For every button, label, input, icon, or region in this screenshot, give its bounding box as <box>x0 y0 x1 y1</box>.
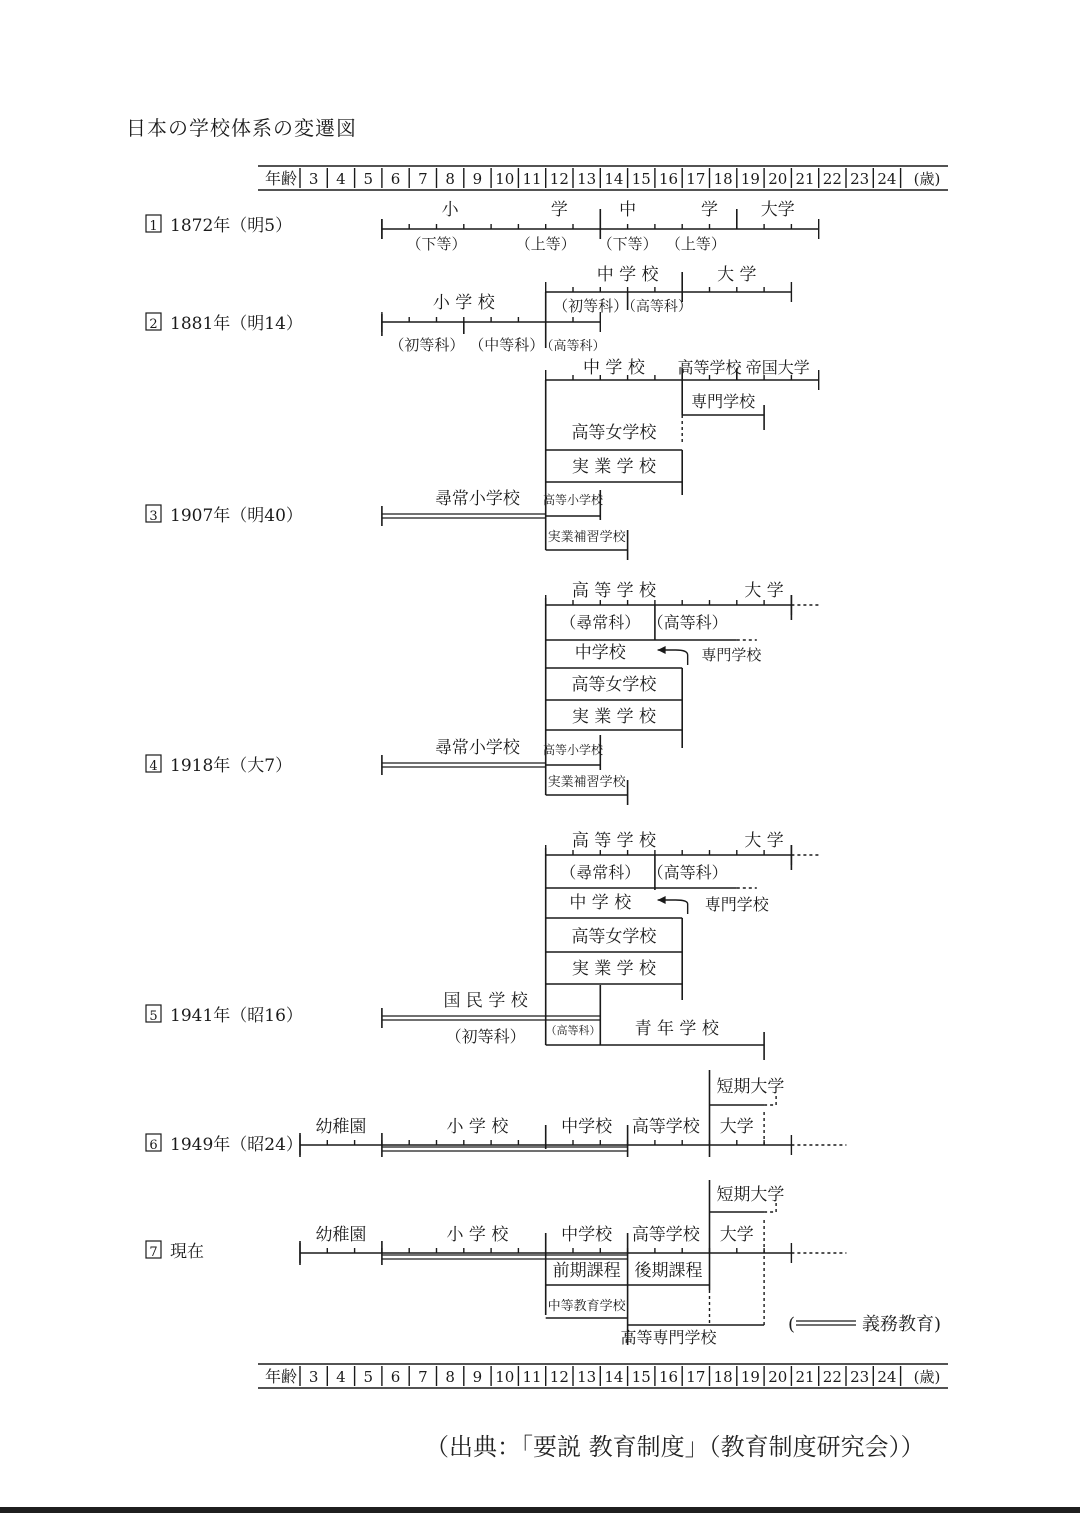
row-label-1918 <box>146 755 292 776</box>
row-year: 現在 <box>170 1242 204 1262</box>
school-label: 尋常小学校 <box>434 738 520 758</box>
school-label: 幼稚園 <box>315 1225 367 1245</box>
legend-paren: ( <box>788 1314 796 1335</box>
age-scale-top-label: 年齢 <box>264 169 298 188</box>
row-1881 <box>382 265 792 354</box>
row-year: 1918年（大7） <box>170 756 293 776</box>
row-number: 1 <box>149 219 158 234</box>
age-scale-top-age: 21 <box>795 170 815 188</box>
school-label: 尋常小学校 <box>434 489 520 509</box>
row-1872-segment: （上等） <box>665 235 726 253</box>
age-scale-top-age: 3 <box>308 170 319 188</box>
row-1918-arrow-head <box>658 646 666 654</box>
school-label: （尋常科） <box>560 613 641 632</box>
legend-text: 義務教育) <box>862 1314 942 1335</box>
row-label-1949 <box>146 1134 303 1155</box>
school-label: （高等科） <box>647 863 728 882</box>
row-number: 2 <box>149 317 158 332</box>
row-1949 <box>300 1070 846 1157</box>
school-label: 中等教育学校 <box>547 1299 626 1314</box>
row-number: 7 <box>149 1245 158 1260</box>
row-1872-segment: （上等） <box>515 235 576 253</box>
age-scale-bottom-age: 22 <box>822 1368 842 1386</box>
school-label: 中 学 校 <box>569 893 632 913</box>
age-scale-bottom-age: 20 <box>768 1368 788 1386</box>
row-1872-segment: （下等） <box>597 235 658 253</box>
age-scale-bottom-age: 10 <box>495 1368 515 1386</box>
school-label: 国 民 学 校 <box>443 991 528 1011</box>
age-scale-top-age: 18 <box>713 170 733 188</box>
row-label-1872 <box>146 215 292 236</box>
age-scale-bottom-age: 17 <box>686 1368 706 1386</box>
school-label: 中学校 <box>574 643 626 663</box>
age-scale-bottom-age: 12 <box>549 1368 569 1386</box>
school-label: 実 業 学 校 <box>571 457 657 477</box>
school-label: 小 学 校 <box>446 1117 509 1137</box>
age-scale-top-unit: (歳) <box>913 170 941 188</box>
age-scale-top-age: 14 <box>604 170 624 188</box>
age-scale-top-age: 5 <box>363 170 374 188</box>
school-label: 高等女学校 <box>571 675 657 695</box>
school-label: 中学校 <box>561 1225 613 1245</box>
age-scale-bottom-unit: (歳) <box>913 1368 941 1386</box>
school-label: 前期課程 <box>552 1261 621 1281</box>
row-now <box>300 1180 846 1347</box>
school-label: （尋常科） <box>560 863 641 882</box>
row-1872-segment: 大学 <box>760 200 795 220</box>
school-label: 高等学校 <box>631 1225 700 1245</box>
school-label: 実 業 学 校 <box>571 707 657 727</box>
age-scale-top-age: 20 <box>768 170 788 188</box>
age-scale-top-age: 11 <box>522 170 542 188</box>
row-1872-segment: 学 <box>550 200 568 220</box>
row-1872-segment: 中 <box>619 200 637 220</box>
row-1907 <box>382 358 819 560</box>
age-scale-top-age: 23 <box>850 170 870 188</box>
row-1941 <box>382 831 822 1060</box>
source-note: （出典：「要説 教育制度」（教育制度研究会）） <box>425 1433 925 1461</box>
course-label: （高等科） <box>621 299 692 315</box>
bottom-edge <box>0 1507 1080 1513</box>
age-scale-top-age: 12 <box>549 170 569 188</box>
age-scale-bottom-age: 21 <box>795 1368 815 1386</box>
school-label: 短期大学 <box>716 1185 785 1205</box>
school-label: 専門学校 <box>701 646 762 664</box>
school-label: （高等科） <box>647 613 728 632</box>
age-scale-bottom-label: 年齢 <box>264 1367 298 1386</box>
row-label-1941 <box>146 1005 303 1026</box>
school-label: 小 学 校 <box>446 1225 509 1245</box>
row-1872-segment: 学 <box>701 200 718 220</box>
school-label: 中学校 <box>561 1117 613 1137</box>
middle-school-label: 中 学 校 <box>596 265 659 285</box>
course-label: （初等科） <box>553 297 629 315</box>
age-scale-bottom-age: 5 <box>363 1368 374 1386</box>
age-scale-bottom-age: 13 <box>577 1368 597 1386</box>
row-number: 3 <box>149 509 158 524</box>
age-scale-bottom-age: 3 <box>308 1368 319 1386</box>
age-scale-top-age: 13 <box>577 170 597 188</box>
age-scale-bottom-age: 18 <box>713 1368 733 1386</box>
school-label: 幼稚園 <box>315 1117 367 1137</box>
row-year: 1941年（昭16） <box>170 1006 303 1026</box>
school-label: 高等小学校 <box>542 493 604 507</box>
school-label: 実 業 学 校 <box>571 959 657 979</box>
school-label: （初等科） <box>445 1027 526 1046</box>
school-label: 高等専門学校 <box>620 1328 717 1347</box>
course-label: （中等科） <box>469 336 545 354</box>
age-scale-bottom-age: 19 <box>740 1368 760 1386</box>
age-scale-top-age: 17 <box>686 170 706 188</box>
school-label: 高等女学校 <box>571 423 657 443</box>
age-scale-bottom-age: 6 <box>390 1368 401 1386</box>
age-scale-bottom-age: 24 <box>877 1368 897 1386</box>
school-label: 高等女学校 <box>571 927 657 947</box>
school-label: （高等科） <box>545 1024 601 1037</box>
legend <box>788 1314 941 1335</box>
primary-school-label: 小 学 校 <box>432 293 495 313</box>
age-scale-bottom-age: 9 <box>472 1368 483 1386</box>
row-year: 1949年（昭24） <box>170 1135 303 1155</box>
school-label: 高等小学校 <box>542 743 604 757</box>
school-label: 帝国大学 <box>745 358 810 377</box>
course-label: （高等科） <box>540 339 606 354</box>
school-label: 実業補習学校 <box>547 530 626 545</box>
school-label: 高等学校 <box>631 1117 700 1137</box>
row-label-1907 <box>146 505 303 526</box>
row-1872 <box>382 200 819 253</box>
row-number: 5 <box>149 1009 158 1024</box>
school-label: 短期大学 <box>716 1077 785 1097</box>
age-scale-bottom-age: 16 <box>659 1368 679 1386</box>
school-label: 大学 <box>719 1117 754 1137</box>
age-scale-top-age: 7 <box>418 170 428 188</box>
age-scale-top-age: 6 <box>390 170 401 188</box>
age-scale-bottom-age: 14 <box>604 1368 624 1386</box>
row-label-1881 <box>146 313 303 334</box>
age-scale-bottom-age: 7 <box>418 1368 428 1386</box>
age-scale-top-age: 22 <box>822 170 842 188</box>
age-scale-top-age: 16 <box>659 170 679 188</box>
school-label: 青 年 学 校 <box>634 1019 719 1039</box>
university-label: 大 学 <box>717 265 757 285</box>
school-label: 後期課程 <box>634 1261 703 1281</box>
age-scale-top-age: 4 <box>336 170 346 188</box>
row-year: 1907年（明40） <box>170 506 303 526</box>
school-label: 高 等 学 校 <box>571 581 657 601</box>
page-title: 日本の学校体系の変遷図 <box>126 116 357 140</box>
school-label: 大学 <box>719 1225 754 1245</box>
school-label: 高 等 学 校 <box>571 831 657 851</box>
row-year: 1872年（明5） <box>170 216 293 236</box>
row-number: 6 <box>149 1138 158 1153</box>
age-scale-top-age: 15 <box>631 170 651 188</box>
school-label: 大 学 <box>744 581 784 601</box>
age-scale-bottom-age: 8 <box>445 1368 455 1386</box>
school-label: 大 学 <box>744 831 784 851</box>
age-scale-top-age: 24 <box>877 170 897 188</box>
row-year: 1881年（明14） <box>170 314 303 334</box>
age-scale-top-age: 19 <box>740 170 760 188</box>
row-label-now <box>146 1241 204 1262</box>
age-scale-bottom-age: 15 <box>631 1368 651 1386</box>
row-number: 4 <box>149 759 158 774</box>
row-1918 <box>382 581 822 805</box>
age-scale-top-age: 9 <box>472 170 483 188</box>
row-1872-segment: （下等） <box>406 235 467 253</box>
school-label: 専門学校 <box>704 895 769 914</box>
school-label: 専門学校 <box>691 392 756 411</box>
row-1872-segment: 小 <box>441 200 459 220</box>
course-label: （初等科） <box>389 336 465 354</box>
row-1941-arrow-head <box>658 896 666 904</box>
age-scale-top-age: 10 <box>495 170 515 188</box>
school-label: 実業補習学校 <box>547 775 626 790</box>
age-scale-bottom-age: 11 <box>522 1368 542 1386</box>
age-scale-bottom-age: 4 <box>336 1368 346 1386</box>
age-scale-top-age: 8 <box>445 170 455 188</box>
school-label: 中 学 校 <box>583 358 645 378</box>
age-scale-bottom-age: 23 <box>850 1368 870 1386</box>
timeline-rows <box>146 200 846 1347</box>
school-label: 高等学校 <box>677 358 742 377</box>
